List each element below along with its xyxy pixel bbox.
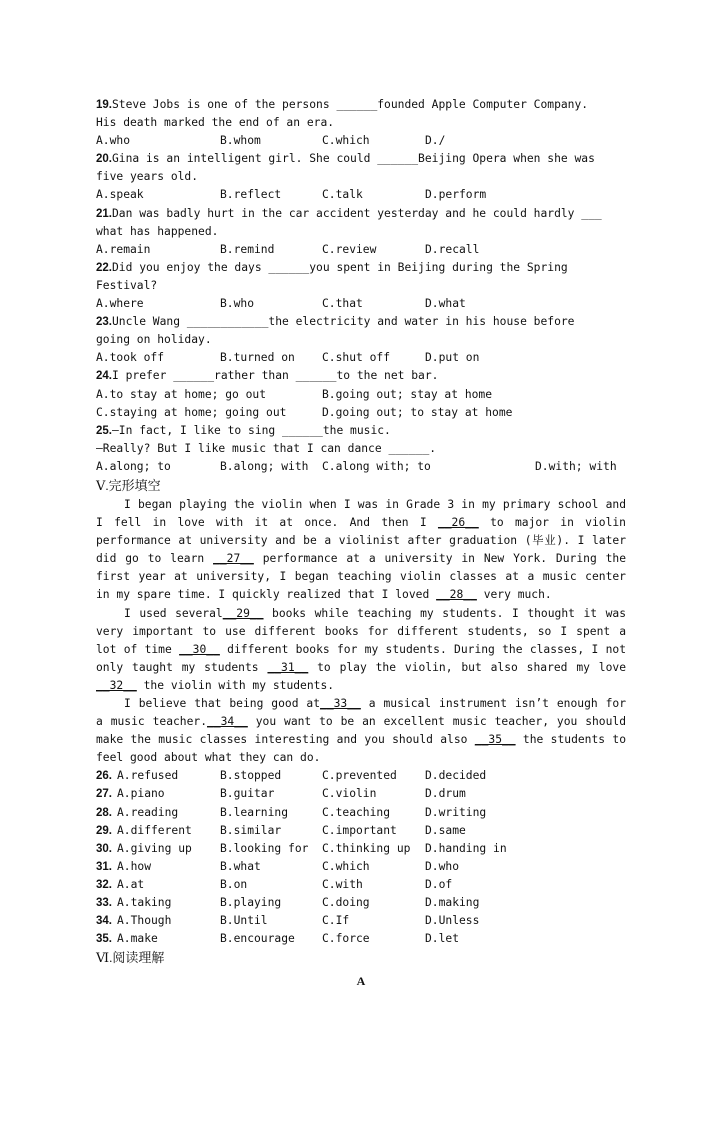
option-c[interactable]: C.which: [322, 859, 370, 873]
question-text: Dan was badly hurt in the car accident yesterday and he could hardly ___: [112, 206, 602, 220]
option-a[interactable]: A.different: [117, 823, 192, 837]
options-row: [96, 295, 626, 313]
option-c[interactable]: C.shut off: [322, 351, 391, 365]
option-a[interactable]: A.speak: [96, 188, 144, 202]
question-text: Did you enjoy the days ______you spent in Beijing during the Spring: [112, 260, 568, 274]
option-c[interactable]: C.along with; to: [322, 459, 431, 473]
question-number: 21.: [96, 207, 112, 220]
passage-text: you want to be an excellent music teacher, you should make the music classes interesting and you should also: [96, 715, 626, 747]
options-row: [96, 186, 626, 204]
question-number: 25.: [96, 424, 112, 437]
passage-text: the students to feel good about what they can do.: [96, 733, 627, 765]
option-b[interactable]: B.who: [220, 297, 255, 311]
option-c[interactable]: C.force: [322, 932, 370, 946]
question-number: 19.: [96, 99, 112, 111]
passage-text: a musical instrument isn’t enough for a music teacher.: [96, 697, 627, 729]
blank-30[interactable]: __30__: [179, 642, 220, 656]
passage-text: books while teaching my students. I thought it was very important to use different books for different students, so I spent a lot of time: [96, 606, 627, 656]
option-c[interactable]: C.violin: [322, 787, 377, 801]
option-b[interactable]: B.going out; stay at home: [322, 387, 493, 401]
question-text: —In fact, I like to sing ______the music.: [112, 423, 391, 437]
passage-text: I used several: [124, 606, 223, 620]
option-a[interactable]: A.how: [117, 859, 152, 873]
options-row: [96, 404, 626, 422]
question-25: [96, 422, 626, 476]
cloze-option-row: [96, 858, 626, 876]
question-text-cont: His death marked the end of an era.: [96, 116, 335, 130]
option-b[interactable]: B.learning: [220, 805, 289, 819]
question-23: [96, 313, 626, 367]
cloze-options: [96, 767, 626, 948]
option-b[interactable]: B.remind: [220, 242, 275, 256]
question-text: Gina is an intelligent girl. She could ______Beijing Opera when she was: [112, 152, 595, 166]
option-b[interactable]: B.whom: [220, 134, 261, 148]
questions-19-23: [96, 96, 626, 367]
options-row: [96, 349, 626, 367]
option-b[interactable]: B.on: [220, 877, 248, 891]
option-b[interactable]: B.playing: [220, 896, 282, 910]
question-text-cont: five years old.: [96, 170, 199, 184]
option-b[interactable]: B.looking for: [220, 841, 309, 855]
passage-text: very much.: [476, 588, 552, 602]
question-number: 23.: [96, 316, 112, 329]
section-heading-cloze: Ⅴ.完形填空: [96, 477, 161, 493]
question-21: [96, 205, 626, 259]
question-text: Uncle Wang ____________the electricity and water in his house before: [112, 315, 575, 329]
question-text-cont: —Really? But I like music that I can dance ______.: [96, 441, 437, 455]
option-d[interactable]: D.going out; to stay at home: [322, 405, 513, 419]
question-text-cont: going on holiday.: [96, 333, 212, 347]
passage-text: the violin with my students.: [136, 678, 335, 692]
passage-text: I believe that being good at: [124, 697, 321, 710]
passage-text: performance at a university in New York. During the first year at university, I began teaching violin classes at a music center in my spare time. I quickly realized that I loved: [96, 552, 627, 602]
option-d[interactable]: D.same: [425, 823, 466, 837]
part-label: A: [356, 974, 366, 989]
question-number: 33.: [96, 897, 112, 910]
option-a[interactable]: A.reading: [117, 805, 179, 819]
question-number: 29.: [96, 824, 112, 837]
option-b[interactable]: B.turned on: [220, 351, 295, 365]
option-d[interactable]: D.put on: [425, 351, 480, 365]
option-d[interactable]: D.recall: [425, 242, 480, 256]
worksheet-page: [96, 96, 626, 990]
blank-27[interactable]: __27__: [213, 552, 254, 566]
option-a[interactable]: A.remain: [96, 242, 151, 256]
option-c[interactable]: C.with: [322, 877, 363, 891]
question-text-cont: what has happened.: [96, 224, 219, 238]
question-number: 32.: [96, 878, 112, 891]
cloze-option-row: [96, 804, 626, 822]
cloze-option-row: [96, 912, 626, 930]
option-c[interactable]: C.teaching: [322, 805, 391, 819]
question-20: [96, 150, 626, 204]
blank-29[interactable]: __29__: [222, 606, 264, 620]
option-b[interactable]: B.stopped: [220, 769, 282, 783]
option-d[interactable]: D.who: [425, 859, 460, 873]
blank-33[interactable]: __33__: [320, 697, 361, 710]
cloze-option-row: [96, 930, 626, 948]
blank-28[interactable]: __28__: [436, 588, 477, 602]
question-number: 27.: [96, 788, 112, 801]
options-row: [96, 386, 626, 404]
passage-paragraph-3: [96, 695, 626, 767]
option-a[interactable]: A.where: [96, 297, 144, 311]
option-a[interactable]: A.along; to: [96, 459, 171, 473]
cloze-option-row: [96, 785, 626, 803]
option-b[interactable]: B.what: [220, 859, 261, 873]
option-d[interactable]: D.what: [425, 297, 466, 311]
options-row: [96, 458, 626, 476]
option-a[interactable]: A.at: [117, 877, 145, 891]
option-b[interactable]: B.Until: [220, 914, 268, 928]
option-c[interactable]: C.talk: [322, 188, 363, 202]
option-a[interactable]: A.took off: [96, 351, 165, 365]
option-d[interactable]: D.making: [425, 896, 480, 910]
passage-paragraph-1: [96, 496, 626, 605]
option-d[interactable]: D.with; with: [535, 459, 617, 473]
option-c[interactable]: C.review: [322, 242, 377, 256]
blank-35[interactable]: __35__: [474, 733, 516, 747]
question-22: [96, 259, 626, 313]
option-a[interactable]: A.to stay at home; go out: [96, 387, 267, 401]
question-number: 22.: [96, 261, 112, 274]
question-number: 26.: [96, 770, 112, 783]
option-b[interactable]: B.along; with: [220, 459, 309, 473]
option-a[interactable]: A.giving up: [117, 841, 192, 855]
question-number: 24.: [96, 370, 112, 383]
question-number: 20.: [96, 153, 112, 166]
options-row: [96, 132, 626, 150]
option-c[interactable]: C.staying at home; going out: [96, 405, 287, 419]
option-d[interactable]: D.writing: [425, 805, 487, 819]
option-a[interactable]: A.refused: [117, 769, 179, 783]
question-number: 35.: [96, 933, 112, 946]
option-a[interactable]: A.who: [96, 134, 131, 148]
option-a[interactable]: A.make: [117, 932, 158, 946]
cloze-option-row: [96, 876, 626, 894]
passage-text: to play the violin, but also shared my love: [308, 660, 626, 674]
question-text: Steve Jobs is one of the persons ______founded Apple Computer Company.: [112, 98, 589, 111]
option-b[interactable]: B.similar: [220, 823, 282, 837]
option-c[interactable]: C.that: [322, 297, 363, 311]
question-number: 30.: [96, 842, 112, 855]
option-c[interactable]: C.important: [322, 823, 397, 837]
passage-text: I began playing the violin when I was in Grade 3 in my primary school and I fell in love with it at once. And then I: [96, 497, 626, 530]
passage-text: different books for my students. During the classes, I not only taught my students: [96, 642, 626, 674]
option-d[interactable]: D.drum: [425, 787, 466, 801]
option-c[interactable]: C.which: [322, 134, 370, 148]
question-number: 34.: [96, 915, 112, 928]
option-a[interactable]: A.Though: [117, 914, 172, 928]
option-d[interactable]: D.perform: [425, 188, 487, 202]
option-d[interactable]: D.Unless: [425, 914, 480, 928]
option-c[interactable]: C.prevented: [322, 769, 397, 783]
option-a[interactable]: A.piano: [117, 787, 165, 801]
option-d[interactable]: D.decided: [425, 769, 487, 783]
option-c[interactable]: C.If: [322, 914, 350, 928]
question-text: I prefer ______rather than ______to the net bar.: [112, 369, 439, 383]
question-text-cont: Festival?: [96, 278, 158, 292]
question-number: 31.: [96, 860, 112, 873]
passage-paragraph-2: [96, 605, 626, 695]
option-d[interactable]: D./: [425, 134, 446, 148]
blank-34[interactable]: __34__: [207, 715, 248, 729]
option-c[interactable]: C.doing: [322, 896, 370, 910]
cloze-option-row: [96, 894, 626, 912]
option-b[interactable]: B.reflect: [220, 188, 282, 202]
question-24: [96, 367, 626, 421]
cloze-option-row: [96, 767, 626, 785]
blank-31[interactable]: __31__: [267, 660, 309, 674]
section-heading-reading: Ⅵ.阅读理解: [96, 950, 165, 966]
passage-text: to major in violin performance at university and be a violinist after graduation (毕业). I later did go to learn: [96, 516, 626, 566]
option-d[interactable]: D.of: [425, 877, 453, 891]
option-b[interactable]: B.guitar: [220, 787, 275, 801]
question-19: [96, 96, 626, 150]
option-d[interactable]: D.let: [425, 932, 460, 946]
cloze-option-row: [96, 840, 626, 858]
blank-32[interactable]: __32__: [96, 678, 137, 692]
question-number: 28.: [96, 806, 112, 819]
option-c[interactable]: C.thinking up: [322, 841, 411, 855]
options-row: [96, 241, 626, 259]
cloze-option-row: [96, 822, 626, 840]
option-a[interactable]: A.taking: [117, 896, 172, 910]
option-b[interactable]: B.encourage: [220, 932, 295, 946]
blank-26[interactable]: __26__: [437, 516, 479, 530]
option-d[interactable]: D.handing in: [425, 841, 507, 855]
